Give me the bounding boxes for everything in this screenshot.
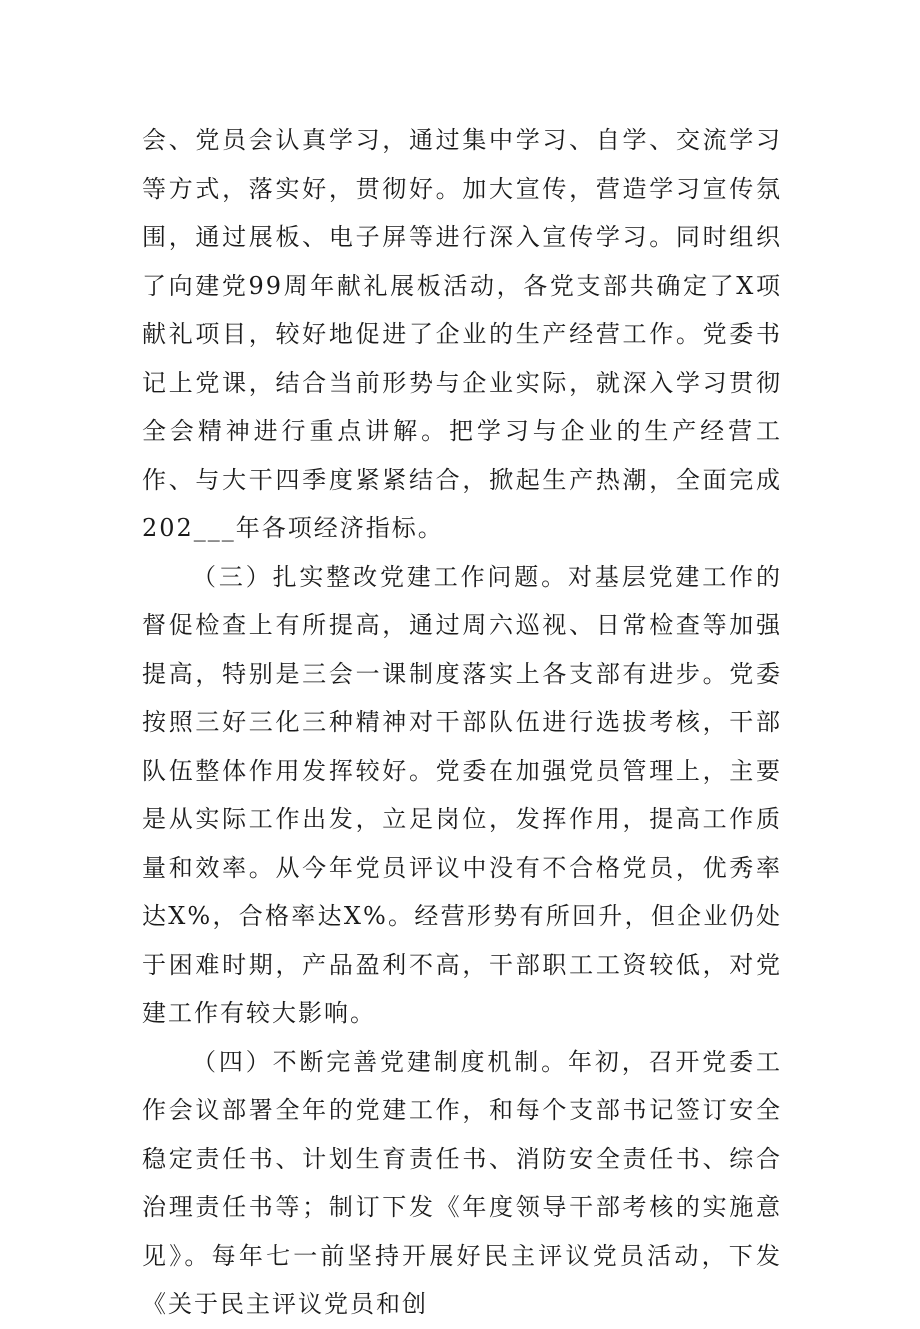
paragraph-continuation: 会、党员会认真学习，通过集中学习、自学、交流学习等方式，落实好，贯彻好。加大宣传，营造学习宣传氛围，通过展板、电子屏等进行深入宣传学习。同时组织了向建党99周年献礼展板活动，各党支部共确定了X项献礼项目，较好地促进了企业的生产经营工作。党委书记上党课，结合当前形势与企业实际，就深入学习贯彻全会精神进行重点讲解。把学习与企业的生产经营工作、与大干四季度紧紧结合，掀起生产热潮，全面完成202___年各项经济指标。: [142, 126, 782, 542]
paragraph-section-three: （三）扎实整改党建工作问题。对基层党建工作的督促检查上有所提高，通过周六巡视、日常检查等加强提高，特别是三会一课制度落实上各支部有进步。党委按照三好三化三种精神对干部队伍进行选拔考核，干部队伍整体作用发挥较好。党委在加强党员管理上，主要是从实际工作出发，立足岗位，发挥作用，提高工作质量和效率。从今年党员评议中没有不合格党员，优秀率达X%，合格率达X%。经营形势有所回升，但企业仍处于困难时期，产品盈利不高，干部职工工资较低，对党建工作有较大影响。: [142, 562, 782, 1027]
document-body: [142, 116, 782, 1329]
paragraph-section-four: （四）不断完善党建制度机制。年初，召开党委工作会议部署全年的党建工作，和每个支部书记签订安全稳定责任书、计划生育责任书、消防安全责任书、综合治理责任书等；制订下发《年度领导干部考核的实施意见》。每年七一前坚持开展好民主评议党员活动，下发《关于民主评议党员和创: [142, 1047, 782, 1318]
